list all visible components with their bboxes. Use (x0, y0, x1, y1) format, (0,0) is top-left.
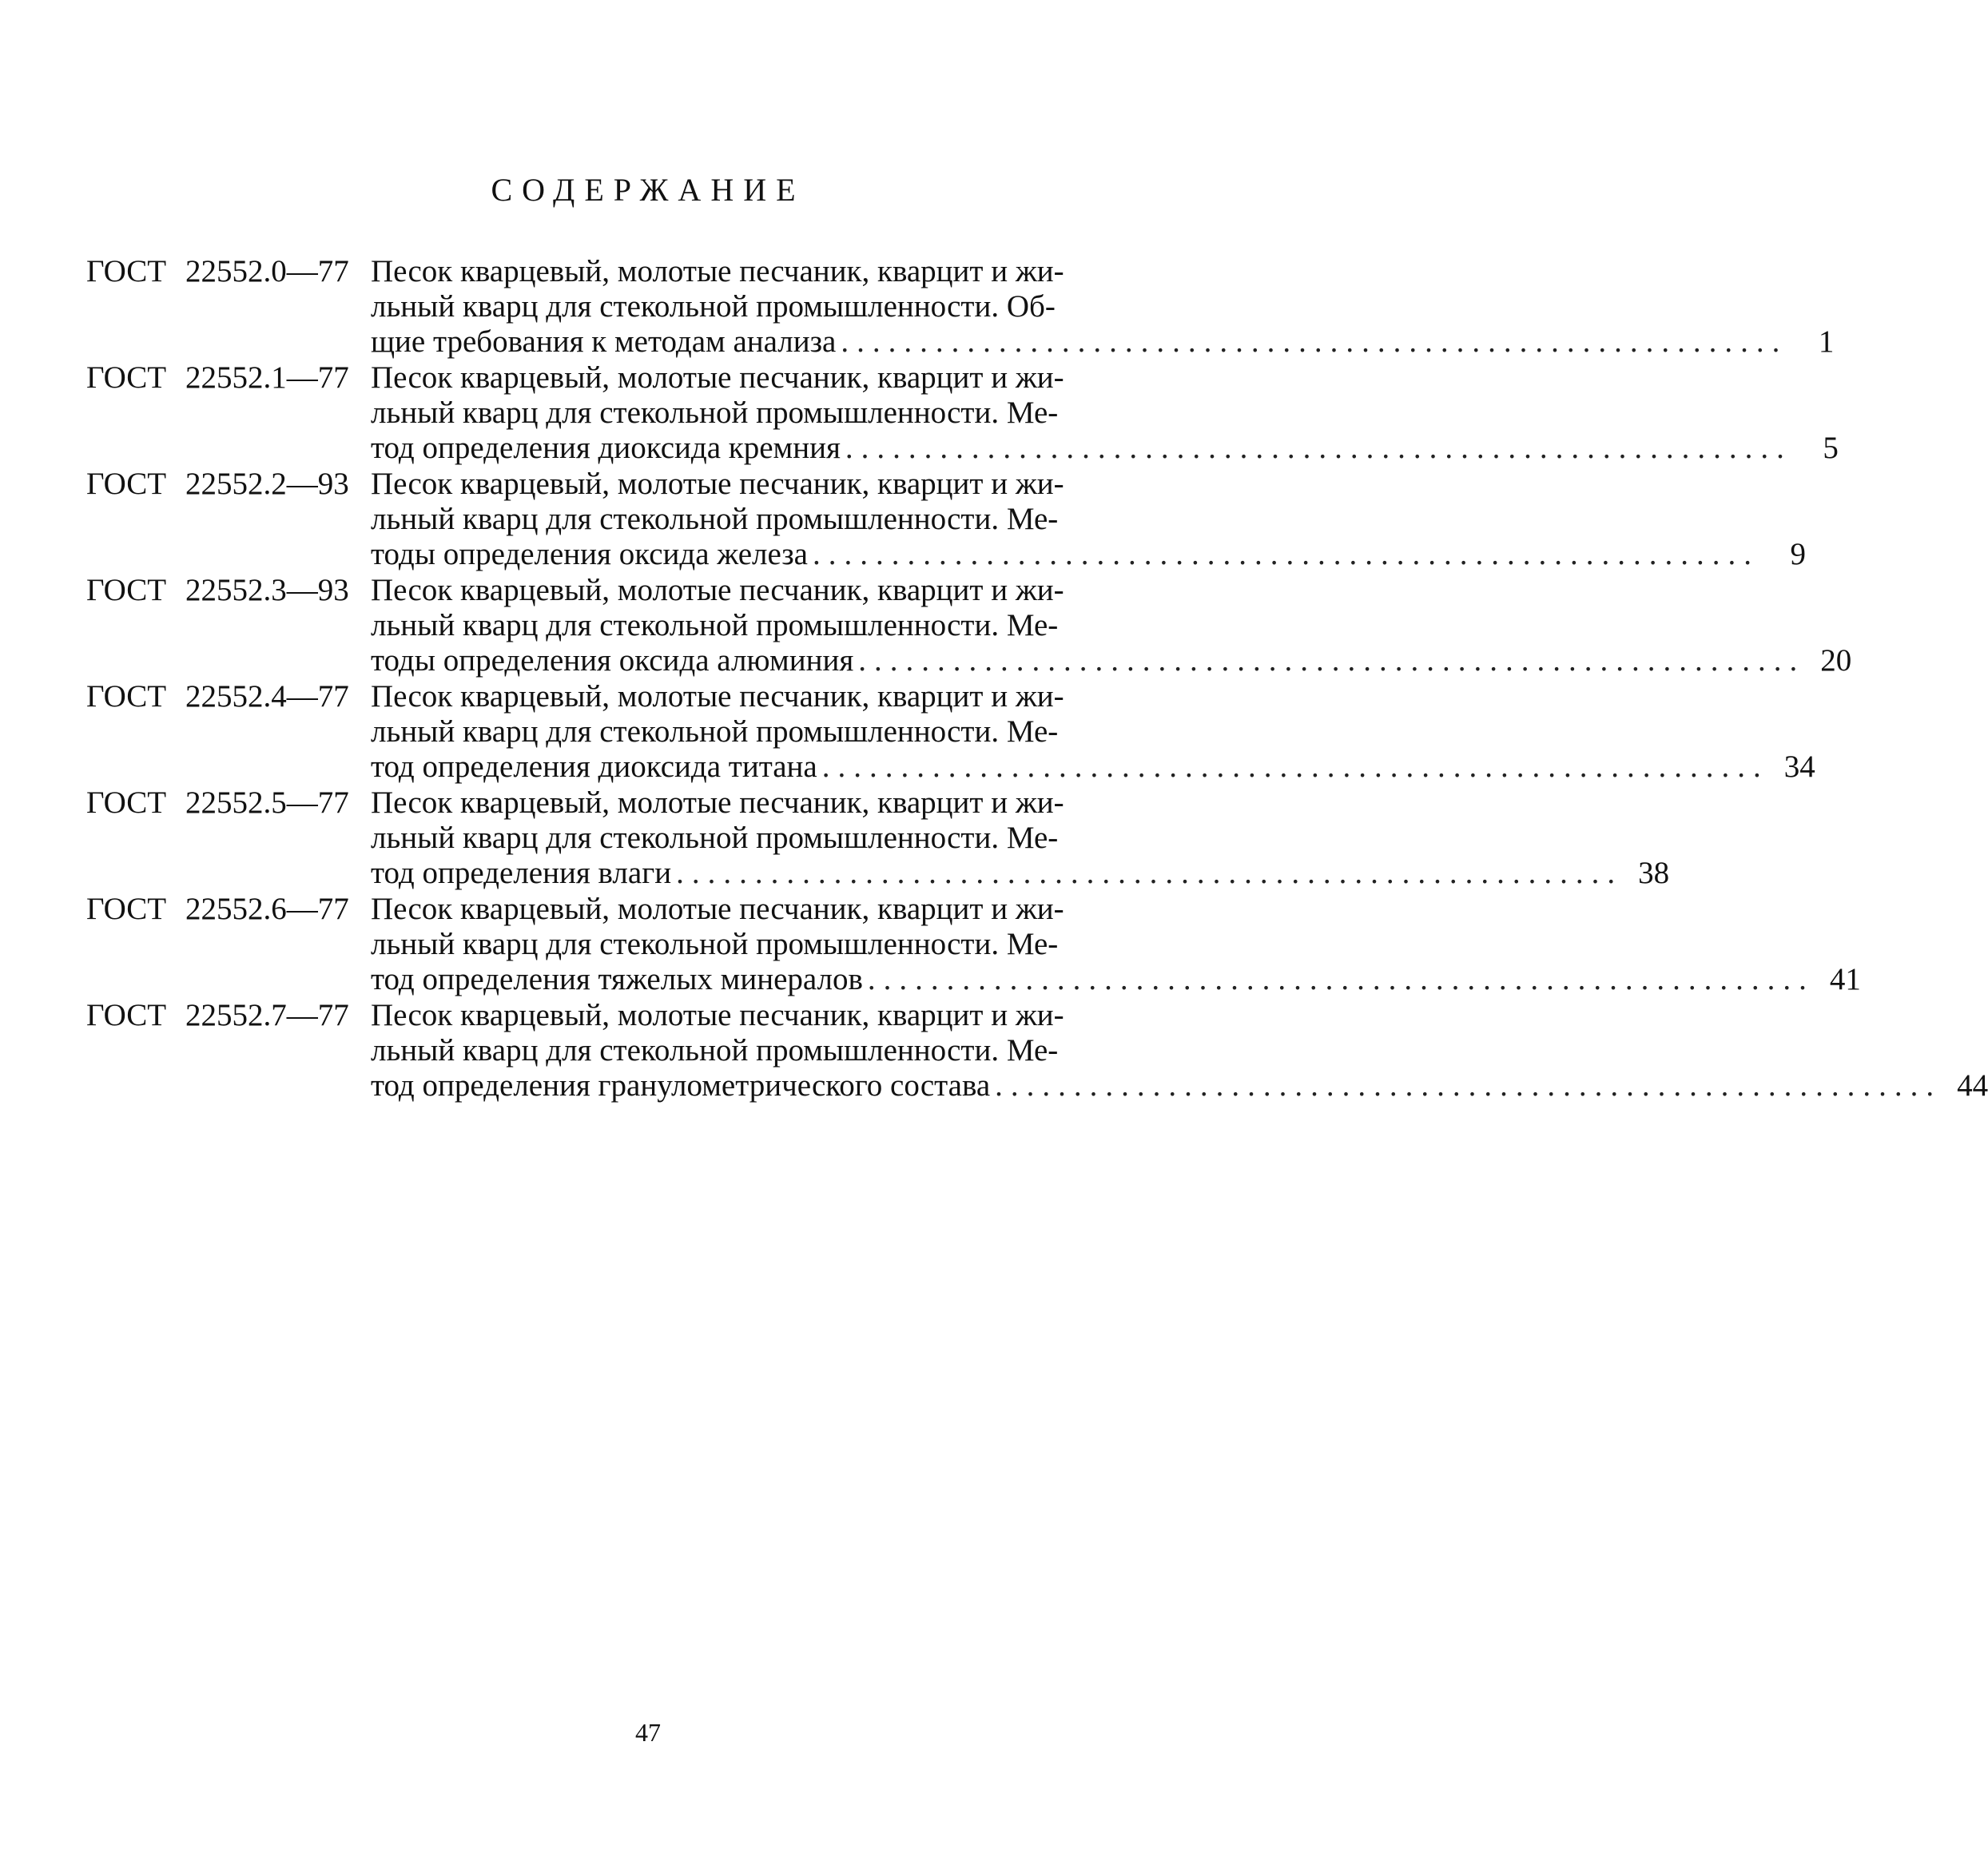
standard-prefix: ГОСТ (86, 892, 167, 926)
entry-title-last-line (371, 1068, 1988, 1103)
dot-leader: ............................................................ (813, 537, 1759, 571)
standard-prefix: ГОСТ (86, 467, 167, 501)
entry-page-number: 9 (1790, 537, 1806, 571)
entry-title (371, 998, 1988, 1103)
entry-title-last-line (371, 537, 1806, 572)
entry-title-line: льный кварц для стекольной промышленности. Ме- (371, 608, 1059, 642)
standard-code (86, 679, 349, 714)
standard-code (86, 573, 349, 608)
toc-entry (86, 467, 1806, 573)
entry-title-line: тод определения диоксида кремния (371, 431, 841, 465)
dot-leader: ............................................................ (995, 1068, 1942, 1103)
toc-entry (86, 254, 1835, 360)
table-of-contents (86, 254, 1988, 1104)
entry-page-number: 44 (1957, 1068, 1988, 1103)
dot-leader: ............................................................ (676, 856, 1624, 890)
entry-title-line: щие требования к методам анализа (371, 324, 837, 359)
dot-leader: ............................................................ (858, 643, 1806, 678)
entry-title-line: Песок кварцевый, молотые песчаник, кварцит и жи- (371, 998, 1064, 1032)
standard-prefix: ГОСТ (86, 360, 167, 395)
toc-entry (86, 892, 1861, 998)
entry-title-line: Песок кварцевый, молотые песчаник, кварцит и жи- (371, 892, 1064, 926)
standard-number: 22552.2—93 (185, 467, 349, 501)
entry-page-number: 38 (1638, 856, 1670, 890)
standard-prefix: ГОСТ (86, 254, 167, 288)
standard-prefix: ГОСТ (86, 679, 167, 714)
standard-number: 22552.4—77 (185, 679, 349, 714)
entry-title (371, 254, 1835, 360)
entry-title-last-line (371, 856, 1670, 891)
entry-title-last-line (371, 643, 1852, 678)
standard-number: 22552.0—77 (185, 254, 349, 288)
entry-title (371, 785, 1670, 891)
entry-title-line: льный кварц для стекольной промышленности. Ме- (371, 502, 1059, 536)
entry-title-line: тод определения тяжелых минералов (371, 962, 863, 996)
entry-title-line: тод определения гранулометрического состава (371, 1068, 991, 1103)
entry-title-line: льный кварц для стекольной промышленности. Ме- (371, 821, 1059, 855)
entry-title-line: тоды определения оксида железа (371, 537, 808, 571)
entry-title-line: тод определения влаги (371, 856, 672, 890)
entry-page-number: 41 (1829, 962, 1861, 996)
page-number: 47 (635, 1718, 661, 1747)
entry-title-line: Песок кварцевый, молотые песчаник, кварцит и жи- (371, 679, 1064, 714)
entry-title-last-line (371, 324, 1835, 360)
standard-number: 22552.7—77 (185, 998, 349, 1032)
standard-code (86, 360, 349, 396)
entry-title-last-line (371, 962, 1861, 997)
standard-number: 22552.5—77 (185, 785, 349, 820)
entry-title (371, 573, 1852, 678)
toc-entry (86, 573, 1852, 679)
standard-code (86, 467, 349, 502)
entry-title (371, 679, 1815, 785)
standard-prefix: ГОСТ (86, 998, 167, 1032)
toc-entry (86, 998, 1988, 1104)
entry-title-line: льный кварц для стекольной промышленности. Ме- (371, 714, 1059, 749)
toc-entry (86, 679, 1815, 785)
entry-title-last-line (371, 431, 1839, 466)
entry-title-line: Песок кварцевый, молотые песчаник, кварцит и жи- (371, 573, 1064, 607)
standard-code (86, 785, 349, 821)
entry-title (371, 892, 1861, 997)
dot-leader: ............................................................ (867, 962, 1815, 996)
entry-title-line: тоды определения оксида алюминия (371, 643, 854, 678)
entry-title-line: льный кварц для стекольной промышленности. Ме- (371, 927, 1059, 961)
entry-title-line: Песок кварцевый, молотые песчаник, кварцит и жи- (371, 254, 1064, 288)
standard-number: 22552.6—77 (185, 892, 349, 926)
entry-title-line: льный кварц для стекольной промышленности. Об- (371, 289, 1056, 324)
entry-title-line: Песок кварцевый, молотые песчаник, кварцит и жи- (371, 360, 1064, 395)
standard-number: 22552.1—77 (185, 360, 349, 395)
entry-title-line: льный кварц для стекольной промышленности. Ме- (371, 1033, 1059, 1068)
standard-prefix: ГОСТ (86, 573, 167, 607)
entry-page-number: 5 (1823, 431, 1839, 465)
entry-title-line: Песок кварцевый, молотые песчаник, кварцит и жи- (371, 467, 1064, 501)
dot-leader: ............................................................ (841, 324, 1788, 359)
standard-prefix: ГОСТ (86, 785, 167, 820)
entry-title-line: тод определения диоксида титана (371, 750, 817, 784)
page-title: СОДЕРЖАНИЕ (491, 172, 805, 208)
toc-entry (86, 360, 1839, 467)
dot-leader: ............................................................ (821, 750, 1769, 784)
entry-page-number: 20 (1820, 643, 1852, 678)
standard-code (86, 892, 349, 927)
standard-code (86, 254, 349, 289)
standard-number: 22552.3—93 (185, 573, 349, 607)
dot-leader: ............................................................ (845, 431, 1792, 465)
entry-title-line: льный кварц для стекольной промышленности. Ме- (371, 396, 1059, 430)
entry-title (371, 467, 1806, 572)
entry-title-line: Песок кварцевый, молотые песчаник, кварцит и жи- (371, 785, 1064, 820)
entry-page-number: 1 (1818, 324, 1835, 359)
entry-title-last-line (371, 750, 1815, 785)
standard-code (86, 998, 349, 1033)
entry-title (371, 360, 1839, 466)
toc-entry (86, 785, 1670, 892)
entry-page-number: 34 (1783, 750, 1815, 784)
